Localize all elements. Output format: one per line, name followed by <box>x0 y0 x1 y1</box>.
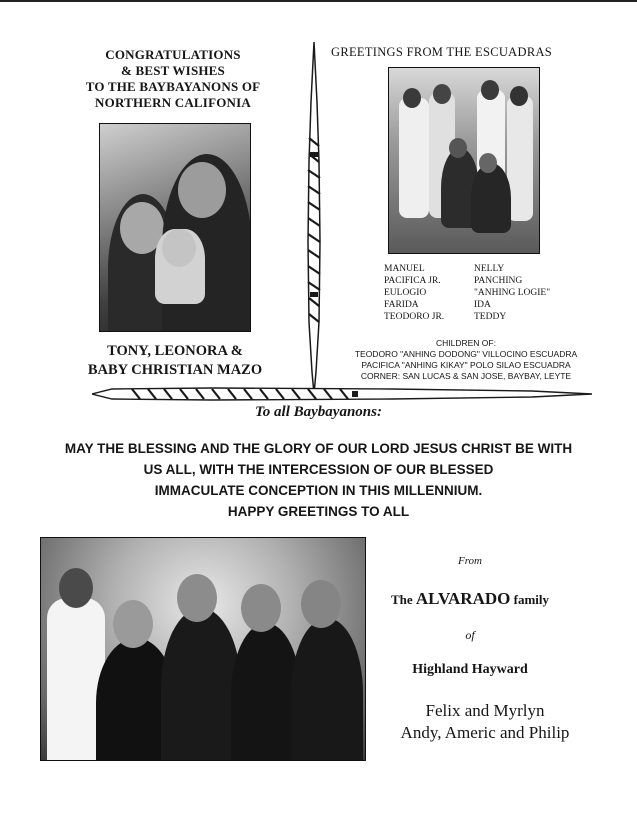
mazo-family-photo <box>99 123 251 332</box>
blessing-line: HAPPY GREETINGS TO ALL <box>227 504 410 519</box>
members-line: Felix and Myrlyn <box>425 701 545 720</box>
mazo-caption <box>50 342 300 380</box>
blessing-message <box>28 438 609 522</box>
top-border-line <box>0 0 637 2</box>
formal-name: PACIFICA JR. <box>384 276 441 286</box>
escuadra-names-list <box>384 263 614 323</box>
nickname: NELLY <box>474 264 505 274</box>
name-row <box>384 287 614 299</box>
name-row <box>384 299 614 311</box>
nickname: "ANHING LOGIE" <box>474 288 551 298</box>
congratulations-heading <box>48 47 298 111</box>
name-row <box>384 275 614 287</box>
blessing-line: MAY THE BLESSING AND THE GLORY OF OUR LORD JESUS CHRIST BE WITH <box>64 441 573 456</box>
family-suffix: family <box>513 592 550 607</box>
horizontal-spear-divider <box>92 386 592 402</box>
escuadra-family-photo <box>388 67 540 254</box>
nickname: TEDDY <box>474 312 507 322</box>
alvarado-family-photo <box>40 537 366 761</box>
family-prefix: The <box>390 592 413 607</box>
heading-line: CONGRATULATIONS <box>105 47 241 62</box>
nickname: PANCHING <box>474 276 523 286</box>
children-of-block <box>327 338 605 382</box>
heading-line: TO THE BAYBAYANONS OF <box>85 79 261 94</box>
caption-line: BABY CHRISTIAN MAZO <box>87 362 263 378</box>
family-name-line <box>380 589 560 609</box>
vertical-spear-divider <box>302 42 326 394</box>
formal-name: MANUEL <box>384 264 425 274</box>
heading-line: NORTHERN CALIFONIA <box>95 95 251 110</box>
caption-line: TONY, LEONORA & <box>107 343 243 359</box>
formal-name: FARIDA <box>384 300 419 310</box>
place-name: Highland Hayward <box>412 662 528 677</box>
name-row <box>384 311 614 323</box>
formal-name: TEODORO JR. <box>384 312 445 322</box>
children-line: CHILDREN OF: <box>436 338 496 348</box>
salutation: To all Baybayanons: <box>255 404 382 420</box>
blessing-line: IMMACULATE CONCEPTION IN THIS MILLENNIUM. <box>154 483 483 498</box>
members-line: Andy, Americ and Philip <box>400 723 570 742</box>
from-label: From <box>457 555 483 567</box>
children-line: PACIFICA "ANHING KIKAY" POLO SILAO ESCUADRA <box>361 360 571 370</box>
name-row <box>384 263 614 275</box>
nickname: IDA <box>474 300 491 310</box>
children-line: TEODORO "ANHING DODONG" VILLOCINO ESCUADRA <box>354 349 578 359</box>
heading-line: & BEST WISHES <box>120 63 225 78</box>
alvarado-members <box>380 700 590 744</box>
greetings-heading: GREETINGS FROM THE ESCUADRAS <box>331 45 553 59</box>
children-line: CORNER: SAN LUCAS & SAN JOSE, BAYBAY, LEYTE <box>360 371 572 381</box>
blessing-line: US ALL, WITH THE INTERCESSION OF OUR BLESSED <box>143 462 494 477</box>
formal-name: EULOGIO <box>384 288 427 298</box>
of-label: of <box>465 628 475 642</box>
family-surname: ALVARADO <box>415 589 511 608</box>
